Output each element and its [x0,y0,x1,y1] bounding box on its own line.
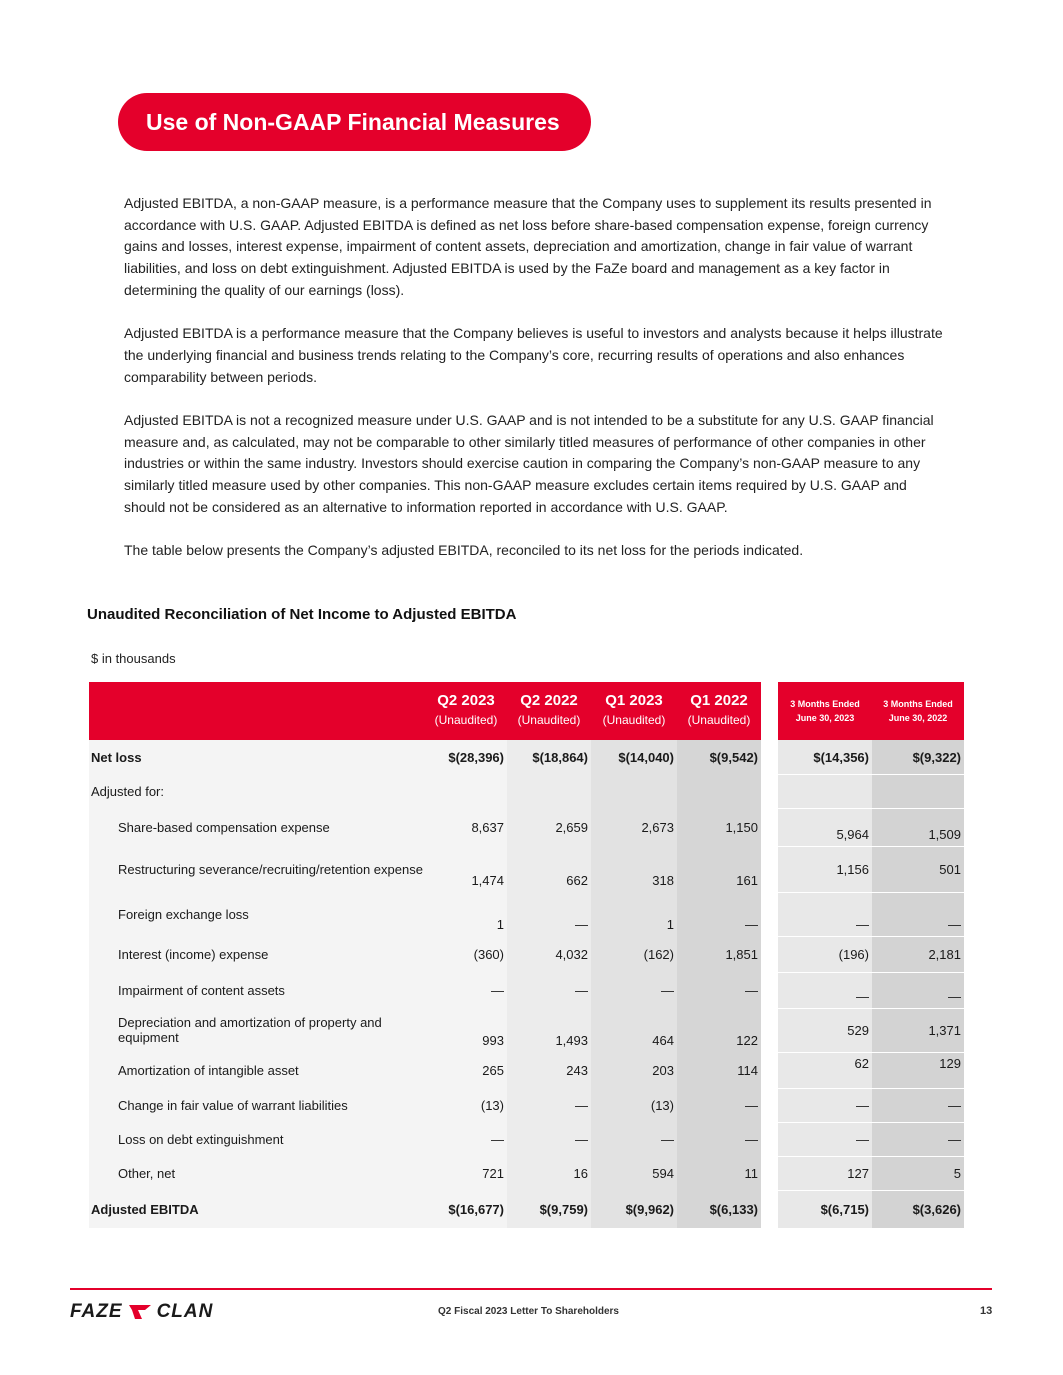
row-label: Net loss [89,740,425,774]
table-row [89,936,964,972]
table-cell: (196) [778,936,872,972]
table-cell [507,774,591,808]
table-cell: 721 [425,1156,507,1190]
column-period: Q1 2022 [690,692,748,709]
table-cell: — [778,892,872,936]
table-cell: — [507,1088,591,1122]
table-cell: — [778,972,872,1008]
table-cell: 161 [677,846,761,892]
row-label: Change in fair value of warrant liabilities [89,1088,425,1122]
table-cell: $(9,962) [591,1190,677,1228]
table-cell: 1 [591,892,677,936]
table-cell: 2,181 [872,936,964,972]
table-row [89,774,964,808]
paragraph: Adjusted EBITDA is not a recognized measure under U.S. GAAP and is not intended to be a substitute for any U.S. GAAP financial measure and, as calculated, may not be comparable to other similarly titled measures of performance of other companies in other industries or within the same industry. Investors should exercise caution in comparing the Company’s non-GAAP measure to any similarly titled measure used by other companies. This non-GAAP measure excludes certain items required by U.S. GAAP and should not be considered as an alternative to information reported in accordance with U.S. GAAP. [124,412,934,515]
table-cell: $(6,715) [778,1190,872,1228]
table-row [89,740,964,774]
table-cell: $(16,677) [425,1190,507,1228]
table-cell: 2,673 [591,808,677,846]
page-number: 13 [980,1305,993,1317]
table-cell: — [507,972,591,1008]
table-cell [778,774,872,808]
row-label: Adjusted for: [89,774,425,808]
table-cell [677,774,761,808]
table-cell: 501 [872,846,964,892]
logo-text-left: FAZE [70,1301,123,1322]
table-cell: 1,474 [425,846,507,892]
column-header [425,682,507,740]
table-cell: (13) [425,1088,507,1122]
table-cell: — [425,1122,507,1156]
table-row [89,846,964,892]
column-sub: (Unaudited) [434,713,498,727]
table-row [89,1122,964,1156]
table-cell: 594 [591,1156,677,1190]
paragraph: The table below presents the Company’s adjusted EBITDA, reconciled to its net loss for the periods indicated. [124,542,804,559]
column-period: 3 Months Ended [790,699,860,709]
column-sub: June 30, 2023 [795,713,855,723]
table-cell: — [677,972,761,1008]
table-cell: $(9,542) [677,740,761,774]
table-cell: 5 [872,1156,964,1190]
table-cell: 11 [677,1156,761,1190]
table-cell: 122 [677,1008,761,1052]
table-cell: $(14,040) [591,740,677,774]
table-cell: — [677,1088,761,1122]
column-period: Q2 2023 [437,692,495,709]
unit-note: $ in thousands [91,651,176,666]
table-cell: 318 [591,846,677,892]
row-label: Share-based compensation expense [89,808,425,846]
table-cell: — [872,1122,964,1156]
faze-emblem-icon [129,1305,151,1319]
table-cell: 1,851 [677,936,761,972]
paragraph: Adjusted EBITDA is a performance measure that the Company believes is useful to investors and analysts because it helps illustrate the underlying financial and business trends relating to the Company’s core, recurring results of operations and also enhances comparability between periods. [124,325,943,385]
row-label: Adjusted EBITDA [89,1190,425,1228]
table-cell [872,774,964,808]
section-title-banner [118,93,591,151]
table-cell: 129 [872,1052,964,1088]
column-header [677,682,761,740]
paragraph: Adjusted EBITDA, a non-GAAP measure, is a performance measure that the Company uses to supplement its results presented in accordance with U.S. GAAP. Adjusted EBITDA is defined as net loss before share-based compensation expense, foreign currency gains and losses, interest expense, impairment of content assets, depreciation and amortization, change in fair value of warrant liabilities, and loss on debt extinguishment. Adjusted EBITDA is used by the FaZe board and management as a key factor in determining the quality of our earnings (loss). [124,195,932,298]
table-cell: 5,964 [778,808,872,846]
row-label: Depreciation and amortization of property and equipment [89,1008,425,1052]
table-cell: — [677,892,761,936]
table-cell: 2,659 [507,808,591,846]
table-cell: — [507,892,591,936]
table-cell: 1,509 [872,808,964,846]
row-label: Foreign exchange loss [89,892,425,936]
column-header [872,682,964,740]
table-cell: 127 [778,1156,872,1190]
table-cell: — [778,1122,872,1156]
table-cell: 1 [425,892,507,936]
row-label: Restructuring severance/recruiting/retention expense [89,846,425,892]
table-cell: $(18,864) [507,740,591,774]
table-row [89,892,964,936]
table-cell: 203 [591,1052,677,1088]
table-cell: — [591,972,677,1008]
table-cell: (360) [425,936,507,972]
column-sub: (Unaudited) [602,713,666,727]
table-cell: $(28,396) [425,740,507,774]
table-cell: $(3,626) [872,1190,964,1228]
table-cell: 1,371 [872,1008,964,1052]
column-period: Q2 2022 [520,692,578,709]
table-row-total [89,1190,964,1228]
row-label: Other, net [89,1156,425,1190]
logo-text-right: CLAN [156,1301,214,1322]
table-cell: 529 [778,1008,872,1052]
table-cell: 8,637 [425,808,507,846]
table-header [89,682,964,740]
column-sub: (Unaudited) [517,713,581,727]
footer-divider [70,1288,992,1290]
table-cell: 1,156 [778,846,872,892]
table-cell: $(9,759) [507,1190,591,1228]
table-cell: 114 [677,1052,761,1088]
table-cell [591,774,677,808]
column-period: 3 Months Ended [883,699,953,709]
table-row [89,1008,964,1052]
table-cell: — [677,1122,761,1156]
column-period: Q1 2023 [605,692,663,709]
row-label: Interest (income) expense [89,936,425,972]
table-cell: $(9,322) [872,740,964,774]
table-cell: — [591,1122,677,1156]
table-row [89,1156,964,1190]
table-cell: — [872,972,964,1008]
table-cell: 1,150 [677,808,761,846]
table-cell: — [872,1088,964,1122]
table-cell: $(6,133) [677,1190,761,1228]
table-cell: 993 [425,1008,507,1052]
table-cell: — [778,1088,872,1122]
table-cell: 16 [507,1156,591,1190]
body-text [124,193,946,584]
row-label: Amortization of intangible asset [89,1052,425,1088]
table-cell: 243 [507,1052,591,1088]
table-cell: 1,493 [507,1008,591,1052]
table-cell: $(14,356) [778,740,872,774]
table-cell: 265 [425,1052,507,1088]
table-row [89,1088,964,1122]
table-title: Unaudited Reconciliation of Net Income to Adjusted EBITDA [87,606,517,623]
table-cell: — [425,972,507,1008]
table-row [89,1052,964,1088]
table-row [89,808,964,846]
column-header [591,682,677,740]
column-header [507,682,591,740]
table-cell: (13) [591,1088,677,1122]
table-cell [425,774,507,808]
column-header [778,682,872,740]
column-sub: (Unaudited) [687,713,751,727]
table-cell: 662 [507,846,591,892]
row-label: Impairment of content assets [89,972,425,1008]
faze-clan-logo [70,1300,213,1324]
row-label: Loss on debt extinguishment [89,1122,425,1156]
section-title: Use of Non-GAAP Financial Measures [146,108,560,135]
table-cell: — [872,892,964,936]
table-cell: (162) [591,936,677,972]
footer-document-title: Q2 Fiscal 2023 Letter To Shareholders [438,1306,619,1317]
column-sub: June 30, 2022 [888,713,948,723]
table-cell: 4,032 [507,936,591,972]
table-cell: — [507,1122,591,1156]
table-cell: 62 [778,1052,872,1088]
table-row [89,972,964,1008]
table-cell: 464 [591,1008,677,1052]
